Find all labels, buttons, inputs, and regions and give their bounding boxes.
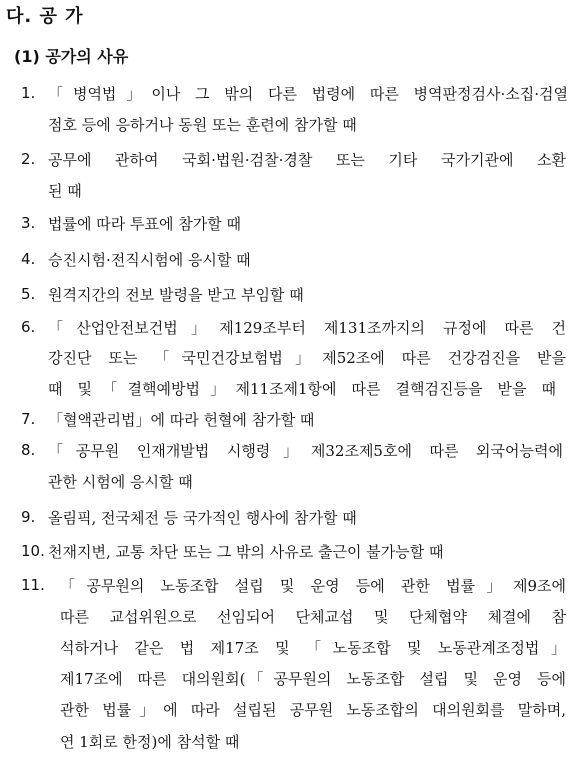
subsection-title: (1) 공가의 사유 [14, 47, 129, 66]
item-text-line: 강진단 또는 「국민건강보험법」제52조에 따른 건강검진을 받을 [48, 349, 566, 367]
item-text-line: 「공무원의 노동조합 설립 및 운영 등에 관한 법률」제9조에 [60, 577, 566, 595]
item-number: 8. [21, 441, 36, 459]
item-text-line: 「혈액관리법」에 따라 헌혈에 참가할 때 [48, 411, 315, 429]
item-text-line: 제17조에 따른 대의원회(「공무원의 노동조합 설립 및 운영 등에 [60, 670, 566, 688]
item-text-line: 올림픽, 전국체전 등 국가적인 행사에 참가할 때 [48, 509, 357, 527]
item-text-line: 된 때 [48, 182, 82, 200]
item-number: 7. [21, 410, 36, 428]
item-text-line: 법률에 따라 투표에 참가할 때 [48, 215, 241, 233]
item-text-line: 점호 등에 응하거나 동원 또는 훈련에 참가할 때 [48, 116, 357, 134]
item-text-line: 관한 법률」에 따라 설립된 공무원 노동조합의 대의원회를 말하며, [60, 701, 566, 719]
item-number: 5. [21, 285, 36, 303]
item-text-line: 관한 시험에 응시할 때 [48, 473, 193, 491]
item-number: 2. [21, 150, 36, 168]
item-text-line: 「산업안전보건법」제129조부터 제131조까지의 규정에 따른 건 [48, 319, 566, 337]
item-text-line: 공무에 관하여 국회·법원·검찰·경찰 또는 기타 국가기관에 소환 [48, 151, 566, 169]
item-text-line: 원격지간의 전보 발령을 받고 부임할 때 [48, 286, 304, 304]
item-number: 9. [21, 508, 36, 526]
item-number: 1. [21, 84, 36, 102]
item-text-line: 천재지변, 교통 차단 또는 그 밖의 사유로 출근이 불가능할 때 [48, 543, 444, 561]
section-title: 다. 공 가 [6, 6, 84, 27]
item-number: 4. [21, 250, 36, 268]
item-number: 3. [21, 214, 36, 232]
item-number: 10. [21, 542, 45, 560]
item-text-line: 연 1회로 한정)에 참석할 때 [60, 733, 240, 751]
item-text-line: 따른 교섭위원으로 선임되어 단체교섭 및 단체협약 체결에 참 [60, 608, 566, 626]
item-number: 6. [21, 318, 36, 336]
item-text-line: 「공무원 인재개발법 시행령」제32조제5호에 따른 외국어능력에 [48, 442, 563, 460]
item-text-line: 승진시험·전직시험에 응시할 때 [48, 251, 251, 269]
item-text-line: 「병역법」이나 그 밖의 다른 법령에 따른 병역판정검사·소집·검열 [48, 85, 568, 103]
item-number: 11. [21, 576, 45, 594]
item-text-line: 때 및「결핵예방법」제11조제1항에 따른 결핵검진등을 받을 때 [48, 380, 556, 398]
item-text-line: 석하거나 같은 법 제17조 및 「노동조합 및 노동관계조정법」 [60, 639, 566, 657]
